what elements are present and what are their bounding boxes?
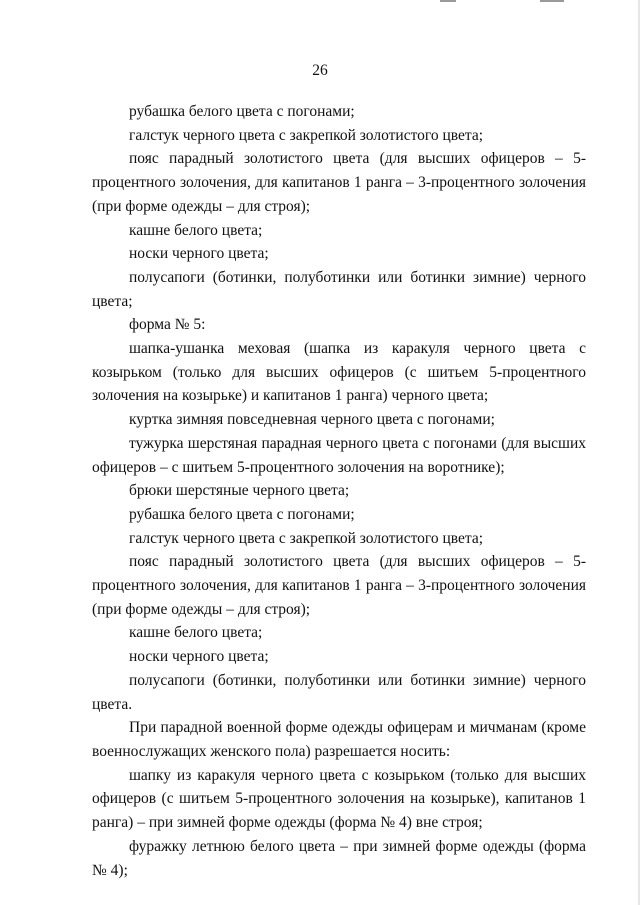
paragraph: кашне белого цвета; [129, 221, 263, 239]
scan-edge-mark-left [440, 0, 456, 2]
paragraph: шапка-ушанка меховая (шапка из каракуля черного цвета с козырьком (только для высших офицеров (с шитьем 5-процентного золочения на козырьке) и капитанов 1 ранга) черного цвета; [92, 340, 586, 405]
paragraph: пояс парадный золотистого цвета (для высших офицеров – 5-процентного золочения, для капитанов 1 ранга – 3-процентного золочения (при форме одежды – для строя); [92, 553, 586, 618]
page-number: 26 [312, 62, 328, 79]
paragraph: куртка зимняя повседневная черного цвета с погонами; [129, 411, 495, 429]
paragraph: шапку из каракуля черного цвета с козырьком (только для высших офицеров (с шитьем 5-процентного золочения на козырьке), капитанов 1 ранга) – при зимней форме одежды (форма № 4) вне строя; [92, 766, 586, 832]
paragraph: При парадной военной форме одежды офицерам и мичманам (кроме военнослужащих женского пола) разрешается носить: [92, 719, 586, 760]
paragraph: полусапоги (ботинки, полуботинки или ботинки зимние) черного цвета. [92, 671, 586, 713]
paragraph: брюки шерстяные черного цвета; [129, 482, 350, 500]
paragraph: рубашка белого цвета с погонами; [129, 103, 355, 120]
paragraph: фуражку летнюю белого цвета – при зимней форме одежды (форма № 4); [92, 837, 586, 879]
paragraph: носки черного цвета; [129, 245, 269, 263]
paragraph: тужурка шерстяная парадная черного цвета с погонами (для высших офицеров – с шитьем 5-процентного золочения на воротнике); [92, 434, 586, 476]
document-body [92, 100, 586, 882]
paragraph: галстук черного цвета с закрепкой золотистого цвета; [129, 126, 484, 144]
section-heading: форма № 5: [129, 316, 206, 334]
paragraph: полусапоги (ботинки, полуботинки или ботинки зимние) черного цвета; [92, 268, 586, 310]
scan-edge-mark-right [540, 0, 564, 2]
paragraph: галстук черного цвета с закрепкой золотистого цвета; [129, 529, 484, 547]
paragraph: кашне белого цвета; [129, 624, 263, 642]
paragraph: рубашка белого цвета с погонами; [129, 505, 355, 523]
paragraph: носки черного цвета; [129, 648, 269, 666]
paragraph: пояс парадный золотистого цвета (для высших офицеров – 5-процентного золочения, для капитанов 1 ранга – 3-процентного золочения (при форме одежды – для строя); [92, 150, 586, 215]
